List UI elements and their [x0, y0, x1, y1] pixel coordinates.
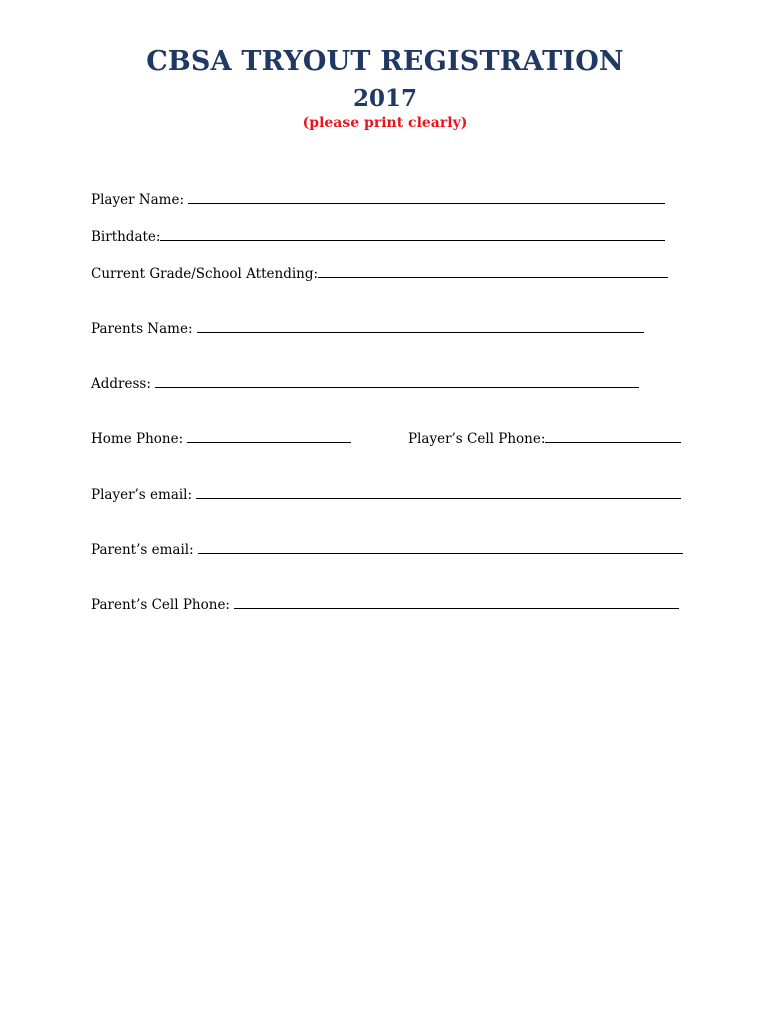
parent-cell-phone-blank[interactable] [234, 594, 679, 609]
player-email-blank[interactable] [196, 484, 681, 499]
player-cell-phone-field [408, 428, 681, 448]
address-blank[interactable] [155, 373, 639, 388]
player-cell-phone-label: Player’s Cell Phone: [408, 431, 546, 447]
birthdate-field [91, 226, 665, 246]
parent-email-label: Parent’s email: [91, 542, 198, 558]
parent-email-field [91, 539, 683, 559]
grade-school-label: Current Grade/School Attending: [91, 266, 319, 282]
parents-name-blank[interactable] [197, 318, 644, 333]
grade-school-blank[interactable] [318, 263, 668, 278]
address-label: Address: [91, 376, 156, 392]
home-phone-field [91, 428, 351, 448]
player-name-label: Player Name: [91, 192, 189, 208]
parent-cell-phone-field [91, 594, 679, 614]
form-year: 2017 [352, 85, 417, 112]
parent-email-blank[interactable] [198, 539, 683, 554]
grade-school-field [91, 263, 668, 283]
parents-name-label: Parents Name: [91, 321, 197, 337]
player-cell-phone-blank[interactable] [545, 428, 681, 443]
home-phone-label: Home Phone: [91, 431, 188, 447]
address-field [91, 373, 639, 393]
birthdate-label: Birthdate: [91, 229, 161, 245]
parent-cell-phone-label: Parent’s Cell Phone: [91, 597, 235, 613]
parents-name-field [91, 318, 644, 338]
player-name-blank[interactable] [188, 189, 665, 204]
form-title: CBSA TRYOUT REGISTRATION [146, 46, 624, 77]
birthdate-blank[interactable] [160, 226, 665, 241]
player-name-field [91, 189, 665, 209]
player-email-field [91, 484, 681, 504]
player-email-label: Player’s email: [91, 487, 197, 503]
print-clearly-note: (please print clearly) [302, 115, 468, 131]
home-phone-blank[interactable] [187, 428, 351, 443]
